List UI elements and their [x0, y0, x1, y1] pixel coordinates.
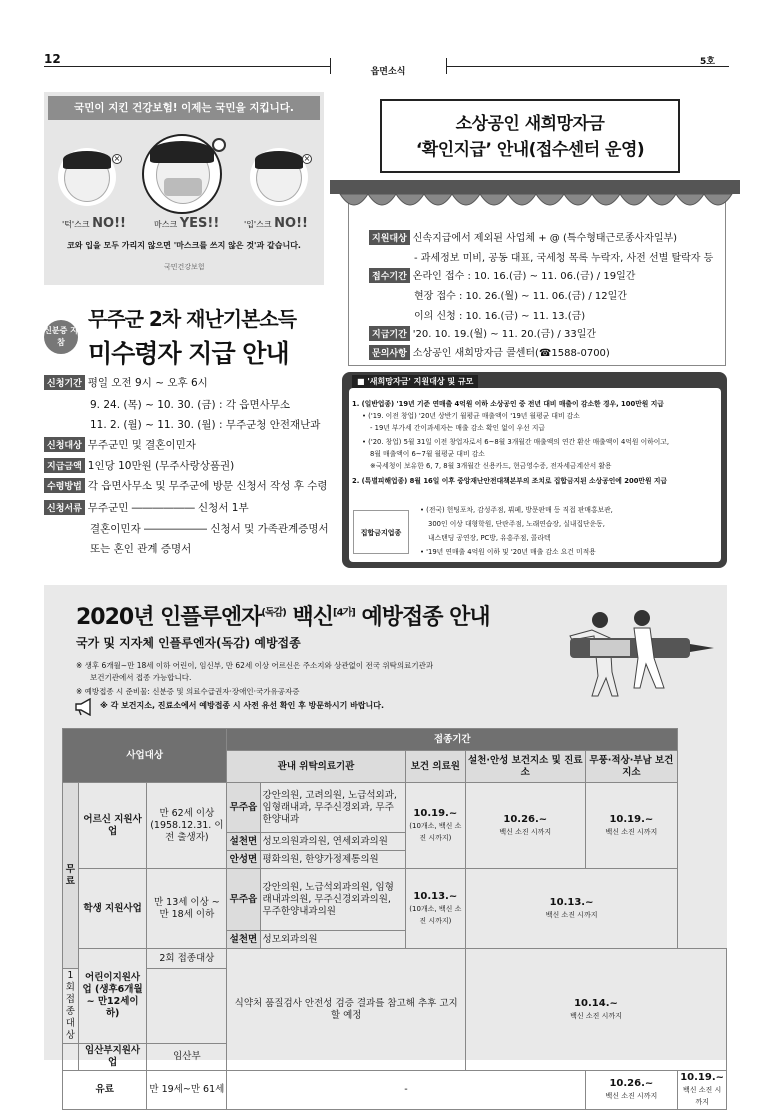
- child-date: 10.14.~ 백신 소진 시까지: [465, 949, 726, 1071]
- id-badge: 신분증 지참: [44, 320, 78, 354]
- info-row: [369, 229, 677, 245]
- megaphone-icon: [74, 698, 96, 716]
- info-row: [90, 397, 290, 412]
- support-line: • ('19. 이전 창업) '20년 상반기 월평균 매출액이 '19년 월평균 대비 감소: [362, 412, 580, 420]
- support-line: 2. (특별피해업종) 8월 16일 이후 중앙재난안전대책본부의 조치로 집합금지된 소상공인에 200만원 지급: [352, 477, 668, 485]
- x-icon: ×: [113, 154, 121, 163]
- section-title: 읍면소식: [370, 67, 406, 77]
- flu-title: 2020년 인플루엔자$^{(독감)}$ 백신[4가] 예방접종 안내: [76, 605, 490, 630]
- awning-illustration: [330, 180, 740, 216]
- elder-sc-date: 10.26.~ 백신 소진 시까지: [465, 783, 585, 869]
- th-health-center: 보건 의료원: [405, 751, 465, 783]
- info-row: [44, 500, 249, 515]
- clinics-muju-2: 강안의원, 노급석외과의원, 임형래내과의원, 무주신경외과의원, 무주한양내과의원: [260, 869, 405, 931]
- elder-program: 어르신 지원사업: [78, 783, 147, 869]
- child-one-dose: 1회 접종대상: [63, 969, 79, 1044]
- chin-mask-face-icon: [58, 148, 116, 206]
- info-tag: 지급금액: [44, 458, 85, 473]
- th-seolcheon-anseong: 설천·안성 보건지소 및 진료소: [465, 751, 585, 783]
- mask-note: 코와 입을 모두 가리지 않으면 '마스크를 쓰지 않은 것'과 같습니다.: [67, 241, 301, 250]
- child-note: 식약처 품질검사 안전성 검증 결과를 참고해 추후 고지 할 예정: [227, 949, 466, 1071]
- shop-sign-line1: 소상공인 새희망자금: [455, 114, 605, 134]
- info-text: 또는 혼인 관계 증명서: [90, 543, 192, 555]
- info-tag: 지급기간: [369, 326, 410, 341]
- elder-mj-date: 10.19.~ 백신 소진 시까지: [585, 783, 678, 869]
- header-rule-right: [446, 66, 729, 67]
- banned-line: • (전국) 헌팅포차, 감성주점, 뷔페, 방문판매 등 직접 판매홍보관,: [420, 506, 613, 514]
- header-rule-left: [44, 66, 330, 67]
- banned-line: 내스탠딩 공연장, PC방, 유흥주점, 콜라텍: [428, 534, 551, 542]
- paid-label: 유료: [63, 1071, 147, 1110]
- info-tag: 신청기간: [44, 375, 85, 390]
- shop-sign: [380, 99, 680, 173]
- info-text: 현장 접수 : 10. 26.(월) ~ 11. 06.(금) / 12일간: [414, 291, 627, 302]
- info-text: '20. 10. 19.(월) ~ 11. 20.(금) / 33일간: [412, 329, 597, 340]
- student-program: 학생 지원사업: [78, 869, 147, 949]
- th-target: 사업대상: [63, 729, 227, 783]
- info-row: [44, 437, 196, 452]
- info-row: [414, 287, 627, 302]
- info-text: 소상공인 새희망자금 콜센터(☎1588-0700): [412, 348, 610, 359]
- mask-face-icon: [142, 134, 222, 214]
- info-text: - 과세정보 미비, 공동 대표, 국세청 목록 누락자, 사전 선별 탈락자 등: [414, 253, 714, 264]
- info-text: 결혼이민자 ―――――― 신청서 및 가족관계증명서: [90, 523, 329, 535]
- preg-target: 임산부: [147, 1044, 227, 1071]
- clinics-muju: 강안의원, 고려의원, 노급석외과, 임형래내과, 무주신경외과, 무주한양내과: [260, 783, 405, 833]
- info-row: [44, 458, 234, 473]
- paid-dash: -: [227, 1071, 585, 1110]
- elder-age: 만 62세 이상 (1958.12.31. 이전 출생자): [147, 783, 227, 869]
- student-sc-date: 10.13.~ 백신 소진 시까지: [465, 869, 677, 949]
- info-text: 온라인 접수 : 10. 16.(금) ~ 11. 06.(금) / 19일간: [412, 271, 636, 282]
- disaster-title-line2: 미수령자 지급 안내: [88, 339, 289, 368]
- vaccination-table: [62, 728, 727, 1110]
- flu-note: ※ 예방접종 시 준비물: 신분증 및 의료수급권자·장애인·국가유공자증: [76, 687, 300, 696]
- th-period: 접종기간: [227, 729, 678, 751]
- info-row: [44, 478, 328, 493]
- info-row: [90, 417, 320, 432]
- support-line: - 19년 부가세 간이과세자는 매출 감소 확인 없이 우선 지급: [370, 424, 545, 432]
- info-text: 신속지급에서 제외된 사업체 + @ (특수형태근로종사자일부): [412, 233, 678, 244]
- shop-sign-line2: ‘확인지급’ 안내(접수센터 운영): [415, 140, 645, 160]
- info-row: [90, 541, 191, 556]
- check-circle-icon: [212, 138, 226, 152]
- support-line: 1. (일반업종) '19년 기준 연매출 4억원 이하 소상공인 중 전년 대비 매출이 감소한 경우, 100만원 지급: [352, 400, 664, 408]
- info-tag: 지원대상: [369, 230, 410, 245]
- area-muju-2: 무주읍: [227, 869, 260, 931]
- th-institutions: 관내 위탁의료기관: [227, 751, 405, 783]
- clinics-seolcheon-2: 성모외과의원: [260, 931, 405, 949]
- support-line: • ('20. 창업) 5월 31일 이전 창업자로서 6~8월 3개월간 매출액의 연간 환산 매출액이 4억원 이하이고,: [362, 438, 670, 446]
- info-tag: 수령방법: [44, 478, 85, 493]
- support-box-tag: ■ '새희망자금' 지원대상 및 규모: [352, 375, 478, 388]
- info-text: 각 읍면사무소 및 무주군에 방문 신청서 작성 후 수령: [87, 480, 328, 492]
- mask-banner: 국민이 지킨 건강보험! 이제는 국민을 지킵니다.: [48, 96, 320, 120]
- flu-subtitle: 국가 및 지자체 인플루엔자(독감) 예방접종: [76, 636, 301, 650]
- paid-mj-date: 10.19.~ 백신 소진 시까지: [678, 1071, 727, 1110]
- area-seolcheon: 설천면: [227, 833, 260, 851]
- info-row: [369, 325, 596, 341]
- mask-campaign: [44, 92, 324, 285]
- support-line: ※국세청이 보유한 6, 7, 8월 3개월간 신용카드, 현금영수증, 전자세금계산서 활용: [370, 462, 612, 470]
- nhis-logo: 국민건강보험: [164, 263, 205, 271]
- info-tag: 문의사항: [369, 345, 410, 360]
- info-row: [414, 249, 713, 264]
- support-line: 8월 매출액이 6~7월 월평균 대비 감소: [370, 450, 485, 458]
- info-text: 1인당 10만원 (무주사랑상품권): [87, 460, 235, 472]
- flu-warning: ※ 각 보건지소, 진료소에서 예방접종 시 사전 유선 확인 후 방문하시기 바랍니다.: [100, 701, 385, 710]
- info-row: [369, 344, 610, 360]
- flu-note: 보건기관에서 접종 가능합니다.: [90, 673, 192, 682]
- free-label: 무료: [63, 783, 79, 969]
- label-chin-mask: '턱'스크 NO!!: [62, 216, 126, 231]
- info-row: [90, 521, 329, 536]
- mouth-mask-face-icon: [250, 148, 308, 206]
- clinics-seolcheon: 성모의원과의원, 연세외과의원: [260, 833, 405, 851]
- elder-health-date: 10.19.~ (10개소, 백신 소진 시까지): [405, 783, 465, 869]
- paid-sc-date: 10.26.~ 백신 소진 시까지: [585, 1071, 678, 1110]
- banned-business-label: 집합금지업종: [353, 510, 409, 554]
- info-tag: 신청서류: [44, 500, 85, 515]
- preg-program: 임산부지원사업: [78, 1044, 147, 1071]
- info-text: 무주군민 ―――――― 신청서 1부: [87, 502, 249, 514]
- info-tag: 신청대상: [44, 437, 85, 452]
- info-row: [414, 307, 585, 322]
- banned-line: • '19년 연매출 4억원 이하 및 '20년 매출 감소 요건 미적용: [420, 548, 596, 556]
- disaster-title-line1: 무주군 2차 재난기본소득: [88, 307, 297, 331]
- clinics-anseong: 평화의원, 한양가정제통의원: [260, 851, 405, 869]
- x-icon: ×: [303, 154, 311, 163]
- label-mouth-mask: '입'스크 NO!!: [244, 216, 308, 231]
- banned-line: 300인 이상 대형학원, 단란주점, 노래연습장, 실내집단운동,: [428, 520, 605, 528]
- student-age: 만 13세 이상 ~ 만 18세 이하: [147, 869, 227, 949]
- info-row: [369, 267, 635, 283]
- area-seolcheon-2: 설천면: [227, 931, 260, 949]
- issue-number: 5호: [700, 57, 715, 67]
- info-tag: 접수기간: [369, 268, 410, 283]
- info-text: 무주군민 및 결혼이민자: [87, 439, 196, 451]
- info-text: 9. 24. (목) ~ 10. 30. (금) : 각 읍면사무소: [90, 399, 291, 411]
- label-mask: 마스크 YES!!: [154, 216, 220, 231]
- child-two-dose: 2회 접종대상: [147, 949, 227, 969]
- area-muju: 무주읍: [227, 783, 260, 833]
- child-program: 어린이지원사업 (생후6개월~ 만12세이하): [78, 949, 147, 1044]
- info-text: 평일 오전 9시 ~ 오후 6시: [87, 377, 208, 389]
- area-anseong: 안성면: [227, 851, 260, 869]
- info-row: [44, 375, 208, 390]
- paid-age: 만 19세~만 61세: [147, 1071, 227, 1110]
- page-number: 12: [44, 52, 61, 66]
- student-health-date: 10.13.~ (10개소, 백신 소진 시까지): [405, 869, 465, 949]
- th-mupung: 무풍·적상·부남 보건지소: [585, 751, 678, 783]
- flu-note: ※ 생후 6개월~만 18세 이하 어린이, 임신부, 만 62세 이상 어르신은 주소지와 상관없이 전국 위탁의료기관과: [76, 661, 434, 670]
- info-text: 11. 2. (월) ~ 11. 30. (월) : 무주군청 안전재난과: [90, 419, 321, 431]
- vaccine-illustration: [530, 600, 720, 700]
- info-text: 이의 신청 : 10. 16.(금) ~ 11. 13.(금): [414, 311, 586, 322]
- header-tick: [446, 58, 447, 74]
